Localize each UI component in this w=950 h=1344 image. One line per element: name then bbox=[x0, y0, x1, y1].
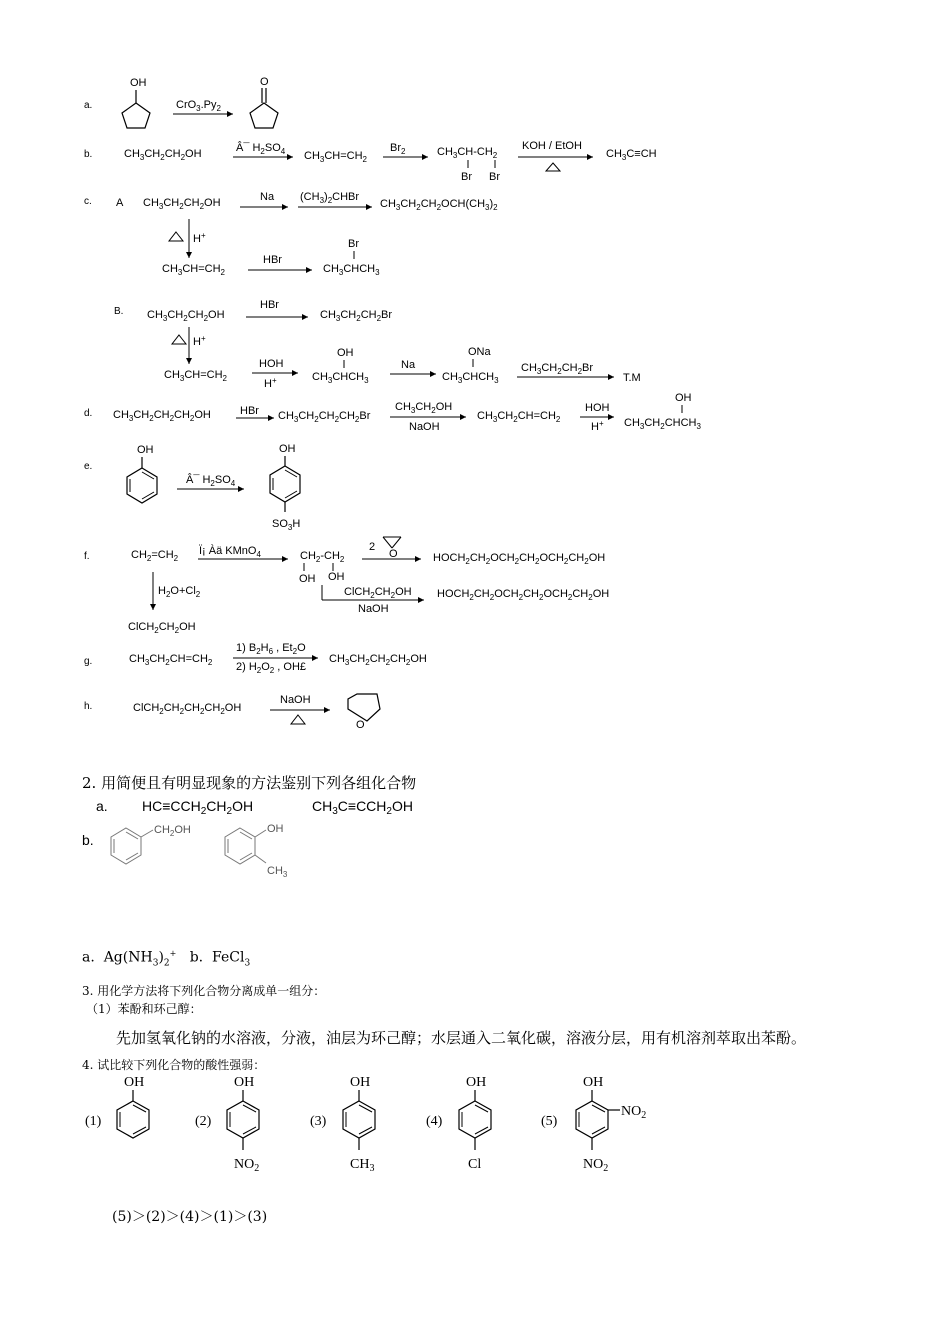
f-reagent3-bot: NaOH bbox=[358, 603, 389, 615]
e-oh1: OH bbox=[137, 444, 154, 456]
reaction-c bbox=[84, 191, 641, 390]
label-e: e. bbox=[84, 461, 93, 472]
o-cresol-ring bbox=[225, 828, 255, 864]
b-br1: Br bbox=[461, 171, 472, 183]
c-product1: $CH_3CH_2CH_2OCH(CH_3)_2$ bbox=[380, 198, 498, 212]
phenol-ring-4 bbox=[459, 1101, 491, 1138]
q2-answer: a. $Ag(NH_3)_2^+$ b. FeCl$_3$ bbox=[82, 949, 251, 969]
phenol-ring-3 bbox=[343, 1101, 375, 1138]
e-reagent: Â¯ $H_2SO_4$ bbox=[186, 474, 236, 488]
d-product: $CH_3CH_2CHCH_3$ bbox=[624, 417, 701, 431]
q4-oh-5: OH bbox=[583, 1075, 604, 1090]
d-reagent3-top: HOH bbox=[585, 402, 610, 414]
c-reagent7: $CH_3CH_2CH_2Br$ bbox=[521, 362, 594, 376]
q4-sub-3: $CH_3$ bbox=[350, 1157, 375, 1174]
q2-a-cmpd1: $HC\equiv CCH_2CH_2OH$ bbox=[142, 798, 254, 817]
c-product2: $CH_3CHCH_3$ bbox=[323, 263, 380, 277]
c-alkene: $CH_3CH=CH_2$ bbox=[162, 263, 225, 277]
c-reagent1: Na bbox=[260, 191, 275, 203]
b-reagent2: $Br_2$ bbox=[390, 142, 406, 156]
f-product1: $HOCH_2CH_2OCH_2CH_2OCH_2CH_2OH$ bbox=[433, 552, 606, 566]
c-start-b: $CH_3CH_2CH_2OH$ bbox=[147, 309, 225, 323]
q3-title: 3. 用化学方法将下列化合物分离成单一组分： bbox=[82, 984, 326, 998]
b-reagent1: Â¯ $H_2SO_4$ bbox=[236, 142, 286, 156]
q4-num-4: (4) bbox=[426, 1114, 443, 1129]
c-reagent2: $(CH_3)_2CHBr$ bbox=[300, 191, 360, 205]
q2-title: 2. 用简便且有明显现象的方法鉴别下列各组化合物 bbox=[82, 774, 417, 792]
c-reagent4: HBr bbox=[260, 299, 279, 311]
label-b: b. bbox=[84, 149, 93, 160]
f-oh-left: OH bbox=[299, 573, 316, 585]
q4-answer: (5)＞(2)＞(4)＞(1)＞(3) bbox=[112, 1209, 268, 1225]
c-heat-icon bbox=[169, 232, 183, 241]
h-ring-o: O bbox=[356, 719, 365, 731]
q2-b-ch3: $CH_3$ bbox=[267, 865, 288, 879]
q4-title: 4. 试比较下列化合物的酸性强弱： bbox=[82, 1058, 266, 1072]
d-reagent3-bot: H+ bbox=[591, 419, 604, 433]
c-reagent6: Na bbox=[401, 359, 416, 371]
label-a: a. bbox=[84, 100, 93, 111]
f-reagent4: $H_2O+Cl_2$ bbox=[158, 585, 201, 599]
c-alkoxide: $CH_3CHCH_3$ bbox=[442, 371, 499, 385]
f-start: $CH_2=CH_2$ bbox=[131, 549, 179, 563]
reaction-a bbox=[84, 76, 278, 128]
q2-a-label: a. bbox=[96, 798, 108, 814]
c-sub-a: A bbox=[116, 197, 124, 209]
q4-num-2: (2) bbox=[195, 1114, 212, 1129]
label-f: f. bbox=[84, 551, 90, 562]
label-g: g. bbox=[84, 656, 93, 667]
q4-sub-5: $NO_2$ bbox=[583, 1157, 609, 1174]
c-sub-b: B. bbox=[114, 306, 124, 317]
phenol-ring-1 bbox=[117, 1101, 149, 1138]
f-oh-right: OH bbox=[328, 571, 345, 583]
q4-num-3: (3) bbox=[310, 1114, 327, 1129]
q4-oh-3: OH bbox=[350, 1075, 371, 1090]
d-mid1: $CH_3CH_2CH_2CH_2Br$ bbox=[278, 410, 371, 424]
label-d: d. bbox=[84, 408, 93, 419]
b-product: $CH_3C\equiv CH$ bbox=[606, 148, 657, 162]
benzyl-alcohol-ring bbox=[111, 828, 141, 864]
h-reagent: NaOH bbox=[280, 694, 311, 706]
b-start: $CH_3CH_2CH_2OH$ bbox=[124, 148, 202, 162]
q4-compounds bbox=[85, 1075, 646, 1174]
f-reagent2: 2 bbox=[369, 541, 376, 553]
f-chlorohydrin: $ClCH_2CH_2OH$ bbox=[128, 621, 196, 635]
phenol-ring bbox=[127, 468, 157, 503]
c-reagent5-top: HOH bbox=[259, 358, 284, 370]
e-so3h: $SO_3H$ bbox=[272, 518, 301, 532]
c-heat-b-icon bbox=[172, 335, 186, 344]
b-reagent3: KOH / EtOH bbox=[522, 140, 582, 152]
sulfophenol-ring bbox=[270, 466, 300, 502]
b-heat-icon bbox=[546, 163, 560, 171]
label-c: c. bbox=[84, 196, 92, 207]
c-start: $CH_3CH_2CH_2OH$ bbox=[143, 197, 221, 211]
a-o: O bbox=[260, 76, 269, 88]
f-product2: $HOCH_2CH_2OCH_2CH_2OCH_2CH_2OH$ bbox=[437, 588, 610, 602]
d-reagent1: HBr bbox=[240, 405, 259, 417]
g-reagent-top: 1) $B_2H_6$ , $Et_2O$ bbox=[236, 642, 306, 656]
reaction-d bbox=[84, 392, 701, 433]
q4-oh-1: OH bbox=[124, 1075, 145, 1090]
q2-b-oh: OH bbox=[267, 823, 284, 835]
g-reagent-bot: 2) $H_2O_2$ , OH£ bbox=[236, 661, 307, 675]
c-product4: T.M bbox=[623, 372, 641, 384]
d-mid2: $CH_3CH_2CH=CH_2$ bbox=[477, 410, 561, 424]
b-mid2: $CH_3CH-CH_2$ bbox=[437, 146, 498, 160]
phenol-ring-2 bbox=[227, 1101, 259, 1138]
q4-side-5: $NO_2$ bbox=[621, 1104, 647, 1121]
c-alkene-b: $CH_3CH=CH_2$ bbox=[164, 369, 227, 383]
reaction-b bbox=[84, 140, 657, 183]
reaction-g bbox=[84, 642, 427, 675]
c-acid-b: H+ bbox=[193, 334, 206, 348]
c-br: Br bbox=[348, 238, 359, 250]
d-start: $CH_3CH_2CH_2CH_2OH$ bbox=[113, 409, 211, 423]
q4-num-5: (5) bbox=[541, 1114, 558, 1129]
a-oh: OH bbox=[130, 77, 147, 89]
d-oh: OH bbox=[675, 392, 692, 404]
reaction-f bbox=[84, 537, 609, 635]
q2-b-label: b. bbox=[82, 832, 94, 848]
d-reagent2-top: $CH_3CH_2OH$ bbox=[395, 401, 453, 415]
c-product3: $CH_3CH_2CH_2Br$ bbox=[320, 309, 393, 323]
c-acid: H+ bbox=[193, 231, 206, 245]
q4-oh-2: OH bbox=[234, 1075, 255, 1090]
c-reagent3: HBr bbox=[263, 254, 282, 266]
label-h: h. bbox=[84, 701, 93, 712]
q2-b-sub1: $CH_2OH$ bbox=[154, 824, 191, 838]
g-start: $CH_3CH_2CH=CH_2$ bbox=[129, 653, 213, 667]
reaction-h bbox=[84, 694, 380, 731]
c-alcohol: $CH_3CHCH_3$ bbox=[312, 371, 369, 385]
h-heat-icon bbox=[291, 715, 305, 724]
q4-sub-4: Cl bbox=[468, 1157, 482, 1172]
a-reagent: $CrO_3.Py_2$ bbox=[176, 99, 221, 113]
e-oh2: OH bbox=[279, 443, 296, 455]
reaction-e bbox=[84, 443, 300, 532]
c-ona: ONa bbox=[468, 346, 491, 358]
f-reagent1: Ï¡ Àä KMnO$_4$ bbox=[199, 545, 261, 559]
b-mid1: $CH_3CH=CH_2$ bbox=[304, 150, 367, 164]
f-reagent3-top: $ClCH_2CH_2OH$ bbox=[344, 586, 412, 600]
q2-a-cmpd2: $CH_3C\equiv CCH_2OH$ bbox=[312, 798, 413, 817]
q4-sub-2: $NO_2$ bbox=[234, 1157, 260, 1174]
q2-structures bbox=[82, 798, 413, 879]
f-epoxide-o: O bbox=[389, 548, 398, 560]
d-reagent2-bot: NaOH bbox=[409, 421, 440, 433]
h-start: $ClCH_2CH_2CH_2CH_2OH$ bbox=[133, 702, 242, 716]
f-diol: $CH_2-CH_2$ bbox=[300, 550, 345, 564]
cyclopentanone-ring bbox=[250, 103, 278, 128]
q3-answer: 先加氢氧化钠的水溶液，分液，油层为环己醇；水层通入二氧化碳，溶液分层，用有机溶剂萃取出苯酚。 bbox=[116, 1029, 807, 1047]
phenol-ring-5 bbox=[576, 1101, 608, 1138]
cyclopentanol-ring bbox=[122, 103, 150, 128]
q3-item: （1）苯酚和环己醇： bbox=[86, 1002, 202, 1016]
q4-num-1: (1) bbox=[85, 1114, 102, 1129]
g-product: $CH_3CH_2CH_2CH_2OH$ bbox=[329, 653, 427, 667]
c-reagent5-bot: H+ bbox=[264, 376, 277, 390]
b-br2: Br bbox=[489, 171, 500, 183]
q4-oh-4: OH bbox=[466, 1075, 487, 1090]
thf-ring bbox=[348, 694, 380, 721]
c-oh: OH bbox=[337, 347, 354, 359]
